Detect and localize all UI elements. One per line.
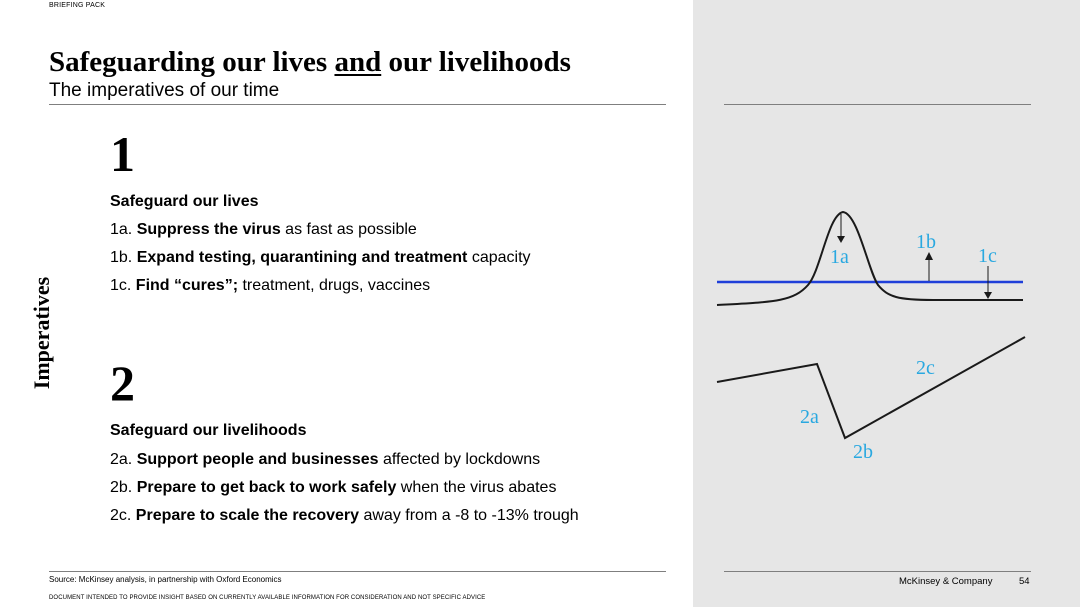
item-1b-prefix: 1b. xyxy=(110,249,137,266)
imperative-1-heading: Safeguard our lives xyxy=(110,193,259,210)
arrow-1c-head-icon xyxy=(984,292,992,299)
item-1a-bold: Suppress the virus xyxy=(136,221,281,238)
item-1c xyxy=(110,276,430,296)
imperatives-diagram xyxy=(693,0,1080,607)
source-note: Source: McKinsey analysis, in partnership with Oxford Economics xyxy=(49,575,282,584)
imperative-2-heading: Safeguard our livelihoods xyxy=(110,422,307,439)
economy-curve xyxy=(717,337,1025,438)
item-2a-bold: Support people and businesses xyxy=(136,451,379,468)
imperative-1-number: 1 xyxy=(110,126,135,182)
disclaimer: DOCUMENT INTENDED TO PROVIDE INSIGHT BASED ON CURRENTLY AVAILABLE INFORMATION FOR CONSIDERATION AND NOT SPECIFIC ADVICE xyxy=(49,595,486,601)
page-subtitle: The imperatives of our time xyxy=(49,80,280,101)
item-2b-rest: when the virus abates xyxy=(396,479,557,496)
briefing-pack-tag: BRIEFING PACK xyxy=(49,2,106,9)
item-1a-prefix: 1a. xyxy=(110,221,137,238)
title-underlined-word: and xyxy=(334,46,382,78)
page-number: 54 xyxy=(1019,576,1030,587)
label-1c: 1c xyxy=(978,245,997,267)
item-1c-prefix: 1c. xyxy=(110,277,136,294)
arrow-1a-head-icon xyxy=(837,236,845,243)
item-2b-prefix: 2b. xyxy=(110,479,137,496)
arrow-1b-head-icon xyxy=(925,252,933,260)
item-2c-rest: away from a -8 to -13% trough xyxy=(359,507,579,524)
brand-name: McKinsey & Company xyxy=(899,576,993,587)
label-1a: 1a xyxy=(830,246,849,268)
item-1b-bold: Expand testing, quarantining and treatment xyxy=(136,249,468,266)
item-2a xyxy=(110,450,540,470)
item-1a xyxy=(110,220,417,240)
item-1b xyxy=(110,248,531,268)
footer-divider xyxy=(49,571,666,572)
item-2b xyxy=(110,478,556,498)
item-1c-bold: Find “cures”; xyxy=(135,277,239,294)
item-2b-bold: Prepare to get back to work safely xyxy=(136,479,397,496)
item-1c-rest: treatment, drugs, vaccines xyxy=(238,277,431,294)
title-part-2: our livelihoods xyxy=(381,46,571,78)
title-divider xyxy=(49,104,666,105)
label-2a: 2a xyxy=(800,406,819,428)
item-2a-rest: affected by lockdowns xyxy=(378,451,541,468)
item-1b-rest: capacity xyxy=(467,249,531,266)
page-title xyxy=(49,44,571,80)
panel-footer-divider xyxy=(724,571,1031,572)
label-2b: 2b xyxy=(853,441,873,463)
label-1b: 1b xyxy=(916,231,936,253)
imperatives-side-label: Imperatives xyxy=(29,276,54,390)
item-2c-prefix: 2c. xyxy=(110,507,136,524)
imperative-2-number: 2 xyxy=(110,355,135,411)
item-2c xyxy=(110,506,579,526)
item-2a-prefix: 2a. xyxy=(110,451,137,468)
item-1a-rest: as fast as possible xyxy=(280,221,417,238)
label-2c: 2c xyxy=(916,357,935,379)
item-2c-bold: Prepare to scale the recovery xyxy=(135,507,360,524)
title-part-1: Safeguarding our lives xyxy=(49,46,335,78)
